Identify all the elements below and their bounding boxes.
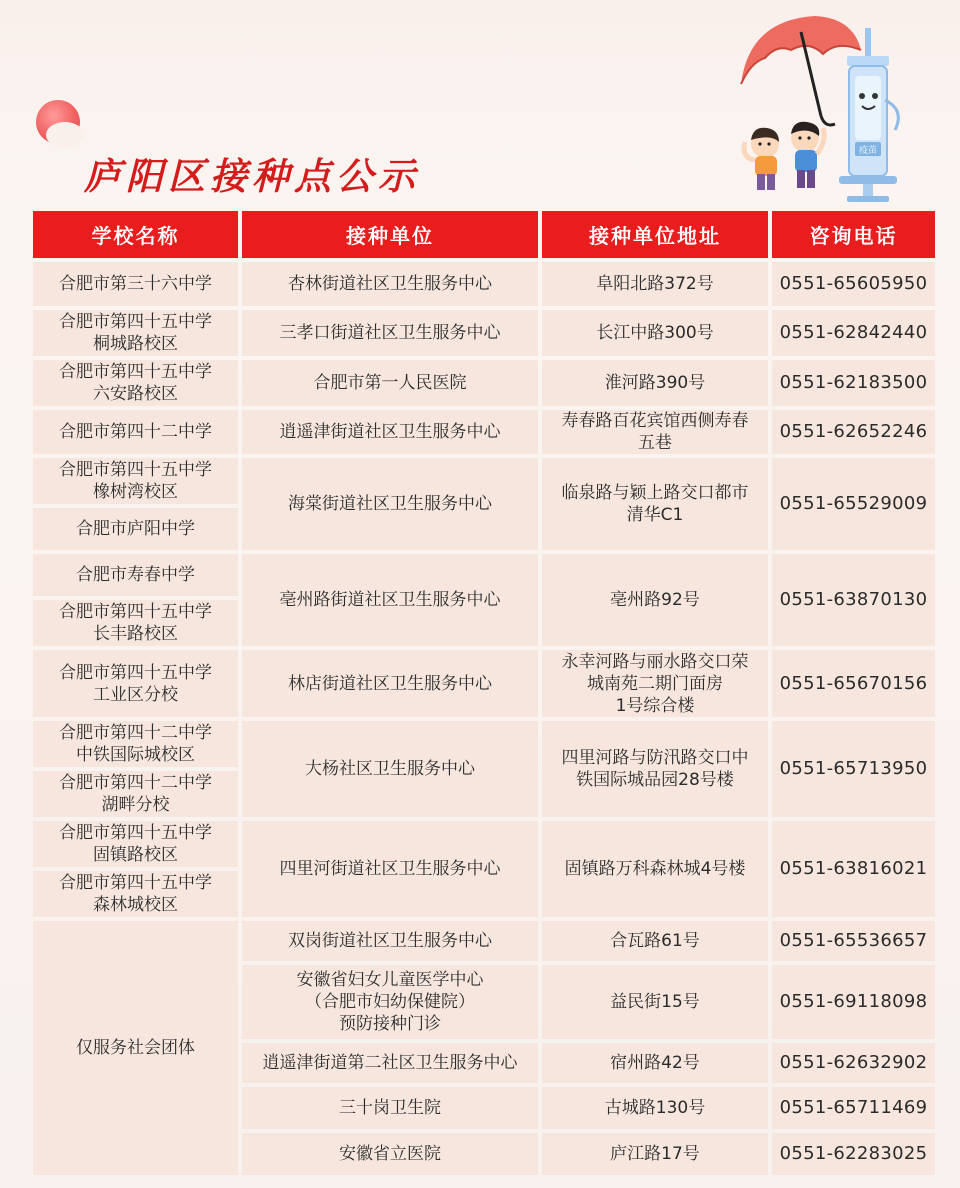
school-cell: 合肥市第四十五中学 六安路校区 [33, 360, 238, 406]
address-cell: 永幸河路与丽水路交口荣 城南苑二期门面房 1号综合楼 [542, 650, 768, 717]
header-address: 接种单位地址 [542, 211, 768, 258]
school-cell: 合肥市第四十五中学 桐城路校区 [33, 310, 238, 356]
phone-cell: 0551-65670156 [772, 650, 935, 717]
address-cell: 寿春路百花宾馆西侧寿春 五巷 [542, 410, 768, 454]
syringe-icon [839, 28, 898, 202]
phone-cell: 0551-62183500 [772, 360, 935, 406]
child-right-icon [791, 122, 824, 188]
school-cell: 合肥市第四十五中学 固镇路校区 [33, 821, 238, 867]
unit-cell: 大杨社区卫生服务中心 [242, 721, 538, 817]
unit-cell: 亳州路街道社区卫生服务中心 [242, 554, 538, 646]
school-cell: 合肥市第四十二中学 中铁国际城校区 [33, 721, 238, 767]
school-cell: 合肥市第四十五中学 长丰路校区 [33, 600, 238, 646]
unit-cell: 逍遥津街道社区卫生服务中心 [242, 410, 538, 454]
table-row [33, 554, 935, 596]
header-school: 学校名称 [33, 211, 238, 258]
address-cell: 合瓦路61号 [542, 921, 768, 961]
table-row [33, 410, 935, 454]
address-cell: 益民街15号 [542, 965, 768, 1039]
table-row [33, 650, 935, 717]
school-cell: 合肥市庐阳中学 [33, 508, 238, 550]
address-cell: 庐江路17号 [542, 1133, 768, 1175]
address-cell: 固镇路万科森林城4号楼 [542, 821, 768, 917]
unit-cell: 安徽省立医院 [242, 1133, 538, 1175]
table-row [33, 262, 935, 306]
table-row [33, 458, 935, 504]
table-row [33, 821, 935, 867]
table-row [33, 360, 935, 406]
phone-cell: 0551-62842440 [772, 310, 935, 356]
address-cell: 宿州路42号 [542, 1043, 768, 1083]
address-cell: 临泉路与颖上路交口都市 清华C1 [542, 458, 768, 550]
phone-cell: 0551-63816021 [772, 821, 935, 917]
decorative-circle [36, 100, 80, 144]
unit-cell: 四里河街道社区卫生服务中心 [242, 821, 538, 917]
unit-cell: 合肥市第一人民医院 [242, 360, 538, 406]
header-phone: 咨询电话 [772, 211, 935, 258]
vaccine-illustration [735, 10, 935, 210]
phone-cell: 0551-62283025 [772, 1133, 935, 1175]
unit-cell: 海棠街道社区卫生服务中心 [242, 458, 538, 550]
unit-cell: 林店街道社区卫生服务中心 [242, 650, 538, 717]
phone-cell: 0551-69118098 [772, 965, 935, 1039]
phone-cell: 0551-65529009 [772, 458, 935, 550]
unit-cell: 安徽省妇女儿童医学中心 （合肥市妇幼保健院） 预防接种门诊 [242, 965, 538, 1039]
table-row [33, 721, 935, 767]
phone-cell: 0551-65711469 [772, 1087, 935, 1129]
school-cell: 仅服务社会团体 [33, 921, 238, 1175]
phone-cell: 0551-62632902 [772, 1043, 935, 1083]
school-cell: 合肥市第三十六中学 [33, 262, 238, 306]
school-cell: 合肥市第四十五中学 橡树湾校区 [33, 458, 238, 504]
unit-cell: 双岗街道社区卫生服务中心 [242, 921, 538, 961]
table-header-row [33, 211, 935, 258]
table-row [33, 310, 935, 356]
address-cell: 淮河路390号 [542, 360, 768, 406]
phone-cell: 0551-63870130 [772, 554, 935, 646]
phone-cell: 0551-65536657 [772, 921, 935, 961]
phone-cell: 0551-62652246 [772, 410, 935, 454]
school-cell: 合肥市第四十五中学 工业区分校 [33, 650, 238, 717]
school-cell: 合肥市第四十五中学 森林城校区 [33, 871, 238, 917]
school-cell: 合肥市第四十二中学 湖畔分校 [33, 771, 238, 817]
phone-cell: 0551-65605950 [772, 262, 935, 306]
address-cell: 长江中路300号 [542, 310, 768, 356]
umbrella-icon [741, 16, 861, 125]
vaccination-sites-table [29, 207, 939, 1179]
address-cell: 亳州路92号 [542, 554, 768, 646]
unit-cell: 三十岗卫生院 [242, 1087, 538, 1129]
svg-text:疫苗: 疫苗 [858, 146, 878, 156]
address-cell: 古城路130号 [542, 1087, 768, 1129]
table-row [33, 921, 935, 961]
school-cell: 合肥市第四十二中学 [33, 410, 238, 454]
address-cell: 四里河路与防汛路交口中 铁国际城品园28号楼 [542, 721, 768, 817]
page-title: 庐阳区接种点公示 [84, 154, 420, 198]
unit-cell: 三孝口街道社区卫生服务中心 [242, 310, 538, 356]
unit-cell: 杏林街道社区卫生服务中心 [242, 262, 538, 306]
header-unit: 接种单位 [242, 211, 538, 258]
phone-cell: 0551-65713950 [772, 721, 935, 817]
child-left-icon [744, 128, 779, 190]
address-cell: 阜阳北路372号 [542, 262, 768, 306]
unit-cell: 逍遥津街道第二社区卫生服务中心 [242, 1043, 538, 1083]
school-cell: 合肥市寿春中学 [33, 554, 238, 596]
